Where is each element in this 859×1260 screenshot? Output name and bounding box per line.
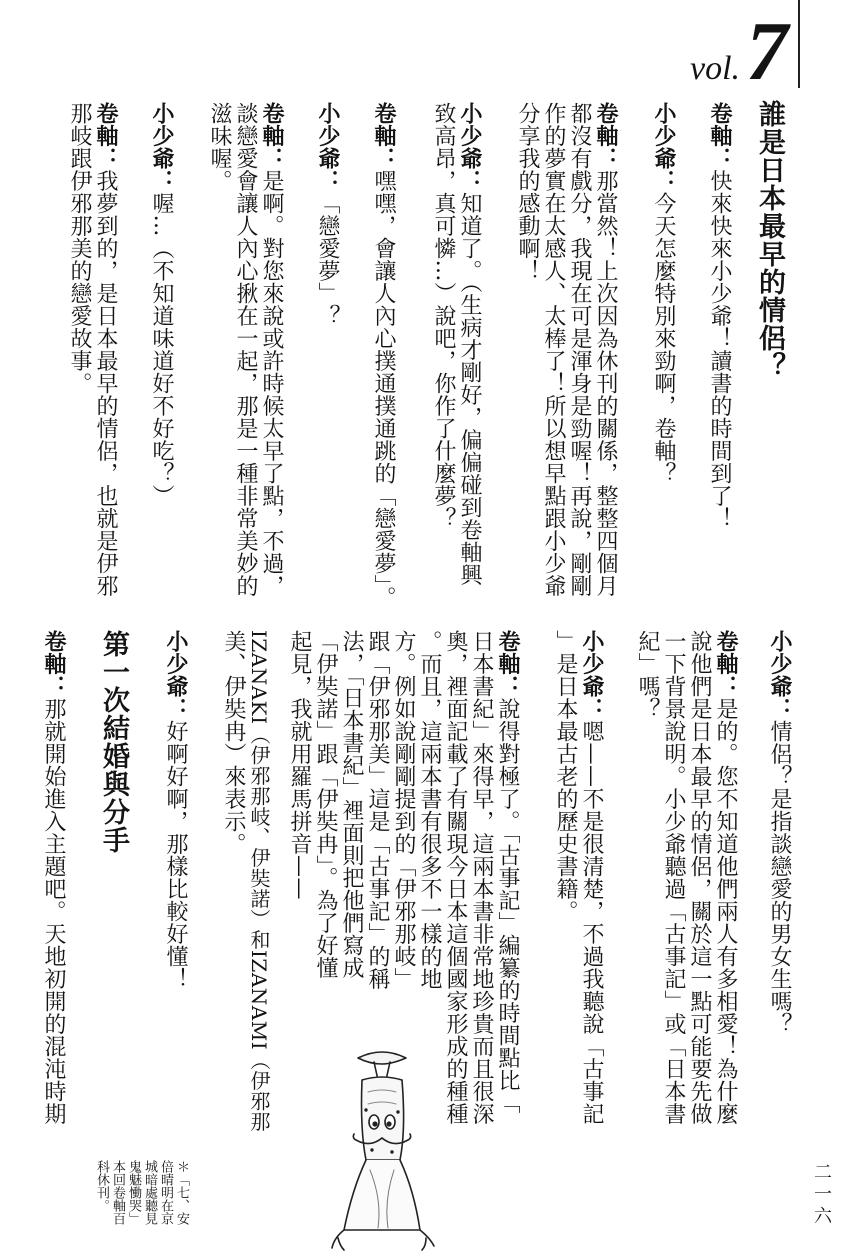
footnote-line: ＊「七、安: [174, 1160, 189, 1225]
dialogue-line: 方。例如說剛剛提到的「伊邪那岐」: [391, 630, 416, 990]
dialogue-line: 小少爺：好啊好啊，那樣比較好懂！: [163, 630, 188, 990]
dialogue-line: 「伊奘諾」跟「伊奘冉」。為了好懂: [313, 630, 338, 979]
dialogue-line: 小少爺：今天怎麼特別來勁啊，卷軸？: [651, 102, 676, 485]
page-number: 二一六: [811, 1162, 832, 1228]
section-title: 誰是日本最早的情侶？: [754, 100, 785, 380]
dialogue-line: 分享我的感動啊！: [515, 102, 540, 282]
footnote-line: 本回卷軸百: [110, 1160, 125, 1225]
dialogue-line: 致高昂，真可憐…）說吧，你作了什麼夢？: [431, 102, 456, 530]
dialogue-line: 小少爺：喔…（不知道味道好不好吃？）: [149, 102, 174, 507]
dialogue-line: 法，「日本書紀」裡面則把他們寫成: [339, 630, 364, 979]
dialogue-line: 起見，我就用羅馬拼音——: [287, 630, 312, 900]
dialogue-line: 美、伊奘冉）來表示。: [221, 630, 246, 855]
dialogue-line: 都沒有戲分，我現在可是渾身是勁喔！再說，剛剛: [567, 102, 592, 597]
dialogue-line: 說他們是日本最早的情侶，關於這一點可能要先做: [687, 630, 712, 1125]
dialogue-line: 卷軸：說得對極了。「古事記」編纂的時間點比「: [495, 630, 520, 1114]
volume-label: vol.: [690, 50, 741, 87]
volume-header: [690, 5, 789, 98]
footnote-line: 倍晴明在京: [158, 1160, 173, 1225]
dialogue-line: 卷軸：嘿嘿，會讓人內心撲通撲通跳的「戀愛夢」。: [371, 102, 396, 609]
dialogue-line: 卷軸：快來快來小少爺！讀書的時間到了！: [707, 102, 732, 530]
volume-number: 7: [746, 5, 789, 98]
dialogue-line: 小少爺：嗯——不是很清楚，不過我聽說「古事記: [579, 630, 604, 1125]
dialogue-line: 卷軸：是的。您不知道他們兩人有多相愛！為什麼: [713, 630, 738, 1125]
dialogue-line: 跟「伊邪那美」這是「古事記」的稱: [365, 630, 390, 990]
dialogue-line: 一下背景說明。小少爺聽過「古事記」或「日本書: [661, 630, 686, 1125]
dialogue-line: 小少爺：情侶？是指談戀愛的男女生嗎？: [767, 630, 792, 1035]
dialogue-line: 卷軸：我夢到的，是日本最早的情侶，也就是伊邪: [93, 102, 118, 597]
dialogue-line: 」是日本最古老的歷史書籍。: [553, 630, 578, 923]
section-heading: 第一次結婚與分手: [98, 630, 129, 854]
dialogue-line: 紀」嗎？: [635, 630, 660, 720]
dialogue-line: 卷軸：那就開始進入主題吧。天地初開的混沌時期: [41, 630, 66, 1125]
dialogue-line: 談戀愛會讓人內心揪在一起，那是一種非常美妙的: [233, 102, 258, 597]
dialogue-line: 滋味喔。: [207, 102, 232, 192]
footnote-line: 鬼魅慟哭」: [126, 1160, 141, 1225]
dialogue-line: 作的夢實在太感人、太棒了！所以想早點跟小少爺: [541, 102, 566, 597]
dialogue-line: 小少爺：「戀愛夢」？: [315, 102, 340, 327]
dialogue-line: 小少爺：知道了。（生病才剛好，偏偏碰到卷軸興: [457, 102, 482, 586]
dialogue-line: 那岐跟伊邪那美的戀愛故事。: [67, 102, 92, 395]
header-rule: [798, 0, 800, 88]
dialogue-line: 卷軸：那當然！上次因為休刊的關係，整整四個月: [593, 102, 618, 597]
dialogue-line: 卷軸：是啊。對您來說或許時候太早了點，不過，: [259, 102, 284, 597]
footnote-line: 城暗處聽見: [142, 1160, 157, 1225]
footnote-line: 科休刊。: [94, 1160, 109, 1212]
scroll-character-illustration: [322, 1040, 444, 1255]
dialogue-line: 日本書紀」來得早，這兩本書非常地珍貴而且很深: [469, 630, 494, 1125]
dialogue-line: IZANAKI（伊邪那岐、伊奘諾）和IZANAMI（伊邪那: [247, 630, 271, 1133]
dialogue-line: 。而且，這兩本書有很多不一樣的地: [417, 630, 442, 990]
dialogue-line: 奧，裡面記載了有關現今日本這個國家形成的種種: [443, 630, 468, 1125]
